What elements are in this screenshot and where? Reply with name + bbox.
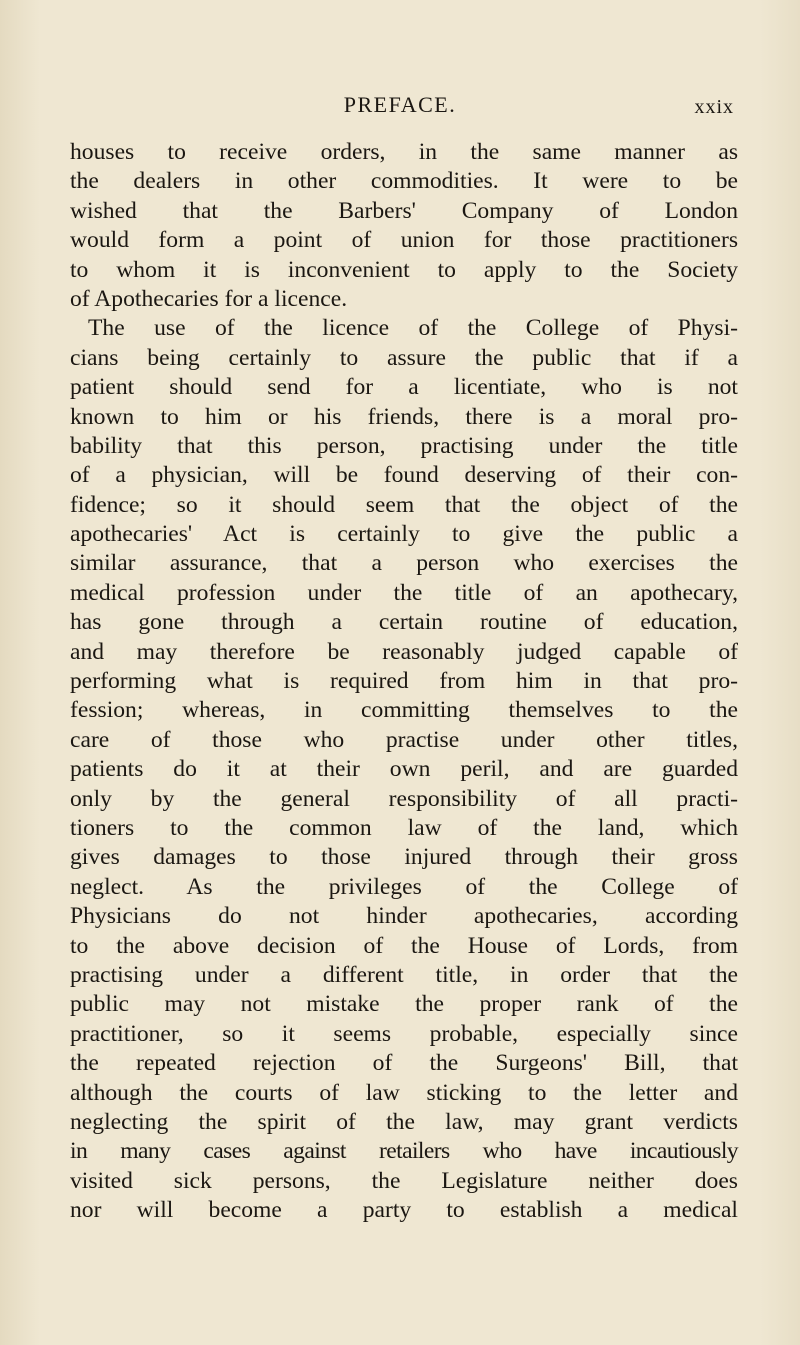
text-line: of a physician, will be found deserving of their con- (70, 462, 738, 489)
text-line: performing what is required from him in that pro- (70, 668, 738, 695)
text-line: patients do it at their own peril, and are guarded (70, 756, 738, 783)
text-line: wished that the Barbers' Company of London (70, 197, 738, 224)
text-line: neglecting the spirit of the law, may grant verdicts (70, 1108, 738, 1135)
text-line: practising under a different title, in order that the (70, 961, 738, 988)
text-line: cians being certainly to assure the public that if a (70, 344, 738, 371)
text-line: known to him or his friends, there is a moral pro- (70, 403, 738, 430)
text-line: to whom it is inconvenient to apply to the Society (70, 256, 738, 283)
body-text (70, 138, 738, 1225)
text-line: and may therefore be reasonably judged capable of (70, 638, 738, 665)
text-line: similar assurance, that a person who exercises the (70, 550, 738, 577)
text-line: would form a point of union for those practitioners (70, 227, 738, 254)
text-line: patient should send for a licentiate, who is not (70, 374, 738, 401)
text-line: neglect. As the privileges of the College of (70, 873, 738, 900)
running-head (0, 92, 800, 122)
text-line: care of those who practise under other titles, (70, 726, 738, 753)
text-line: Physicians do not hinder apothecaries, according (70, 903, 738, 930)
text-line: to the above decision of the House of Lords, from (70, 932, 738, 959)
paragraph-end-line: of Apothecaries for a licence. (70, 285, 348, 312)
text-line: tioners to the common law of the land, which (70, 814, 738, 841)
text-line: houses to receive orders, in the same manner as (70, 139, 738, 165)
text-line: only by the general responsibility of all practi- (70, 785, 738, 812)
text-line: gives damages to those injured through their gross (70, 844, 738, 871)
text-line: apothecaries' Act is certainly to give the public a (70, 521, 738, 548)
text-line: visited sick persons, the Legislature neither does (70, 1167, 738, 1194)
text-line: the dealers in other commodities. It were to be (70, 168, 738, 195)
text-line: fidence; so it should seem that the object of the (70, 491, 738, 518)
text-line: nor will become a party to establish a medical (70, 1197, 738, 1224)
text-line: has gone through a certain routine of education, (70, 609, 738, 636)
text-line: practitioner, so it seems probable, especially since (70, 1020, 738, 1047)
text-line: bability that this person, practising under the title (70, 432, 738, 459)
text-line: public may not mistake the proper rank of the (70, 991, 738, 1018)
page-title: PREFACE. (343, 92, 457, 117)
text-line: fession; whereas, in committing themselves to the (70, 697, 738, 724)
text-line: although the courts of law sticking to the letter and (70, 1079, 738, 1106)
text-line: in many cases against retailers who have incautiously (70, 1138, 738, 1165)
paragraph-start-line: The use of the licence of the College of Physi- (88, 315, 738, 342)
page-number: xxix (694, 96, 734, 118)
text-line: the repeated rejection of the Surgeons' Bill, that (70, 1050, 738, 1077)
text-line: medical profession under the title of an apothecary, (70, 579, 738, 606)
